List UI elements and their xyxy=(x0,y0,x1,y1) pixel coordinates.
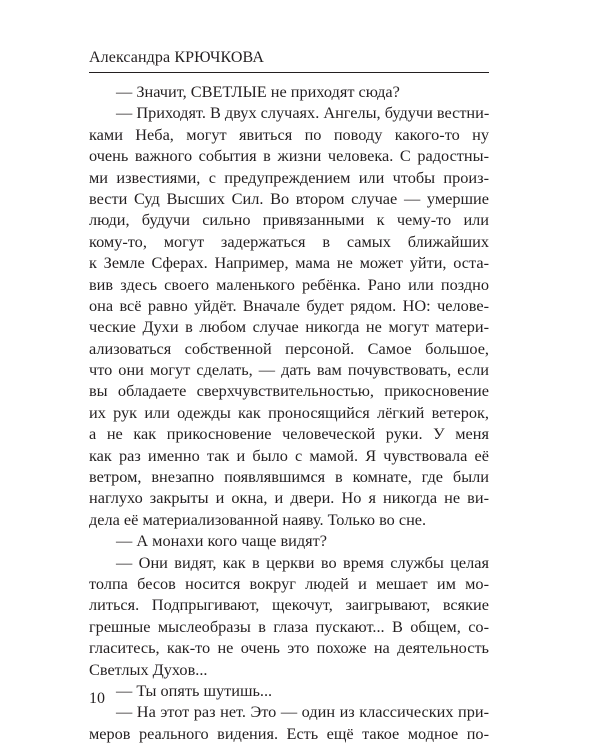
text-line: вести Суд Высших Сил. Во втором случае — умершие xyxy=(89,188,489,208)
running-header-author: Александра КРЮЧКОВА xyxy=(89,49,264,66)
text-line: кому-то, могут задержаться в самых ближайших xyxy=(89,231,489,251)
text-line: — На этот раз нет. Это — один из классических при- xyxy=(116,702,489,722)
text-line: ками Неба, могут явиться по поводу какого-то ну xyxy=(89,124,489,144)
text-line: ческие Духи в любом случае никогда не могут матери- xyxy=(89,317,489,337)
text-line: — А монахи кого чаще видят? xyxy=(116,531,327,551)
text-line: люди, будучи сильно привязанными к чему-то или xyxy=(89,210,489,230)
text-line: она всё равно уйдёт. Вначале будет рядом. НО: челове- xyxy=(89,295,489,315)
text-line: Светлых Духов... xyxy=(89,659,208,679)
text-line: гласитесь, как-то не очень это похоже на деятельность xyxy=(89,638,489,658)
text-line: наглухо закрыты и окна, и двери. Но я никогда не ви- xyxy=(89,488,489,508)
text-line: — Значит, СВЕТЛЫЕ не приходят сюда? xyxy=(116,82,400,101)
text-line: — Приходят. В двух случаях. Ангелы, будучи вестни- xyxy=(116,103,490,123)
text-line: а не как прикосновение человеческой руки. У меня xyxy=(89,424,489,444)
text-line: их рук или одежды как проносящийся лёгкий ветерок, xyxy=(89,402,489,422)
text-line: ветром, внезапно появлявшимся в комнате, где были xyxy=(89,467,489,487)
text-line: что они могут сделать, — дать вам почувствовать, если xyxy=(89,360,489,380)
text-line: — Ты опять шутишь... xyxy=(116,680,273,700)
text-line: — Они видят, как в церкви во время службы целая xyxy=(116,552,489,572)
text-line: очень важного события в жизни человека. С радостны- xyxy=(89,146,489,166)
text-line: вы обладаете сверхчувствительностью, прикосновение xyxy=(89,381,489,401)
text-line: грешные мыслеобразы в глаза пускают... В общем, со- xyxy=(89,616,489,636)
text-line: толпа бесов носится вокруг людей и мешает им мо- xyxy=(89,573,489,593)
text-line: ализоваться собственной персоной. Самое большое, xyxy=(89,338,489,358)
text-line: к Земле Сферах. Например, мама не может уйти, оста- xyxy=(89,253,489,273)
text-line: ми известиями, с предупреждением или чтобы произ- xyxy=(89,167,489,187)
body-text xyxy=(89,81,489,744)
text-line: дела её материализованной наяву. Только во сне. xyxy=(89,509,427,529)
text-line: меров реального видения. Есть ещё такое модное по- xyxy=(89,723,489,743)
text-line: вив здесь своего маленького ребёнка. Рано или поздно xyxy=(89,274,489,294)
page-number: 10 xyxy=(89,690,105,707)
text-line: как раз именно так и было с мамой. Я чувствовала её xyxy=(89,445,489,465)
header-rule xyxy=(89,72,489,73)
text-line: литься. Подпрыгивают, щекочут, заигрывают, всякие xyxy=(89,595,489,615)
